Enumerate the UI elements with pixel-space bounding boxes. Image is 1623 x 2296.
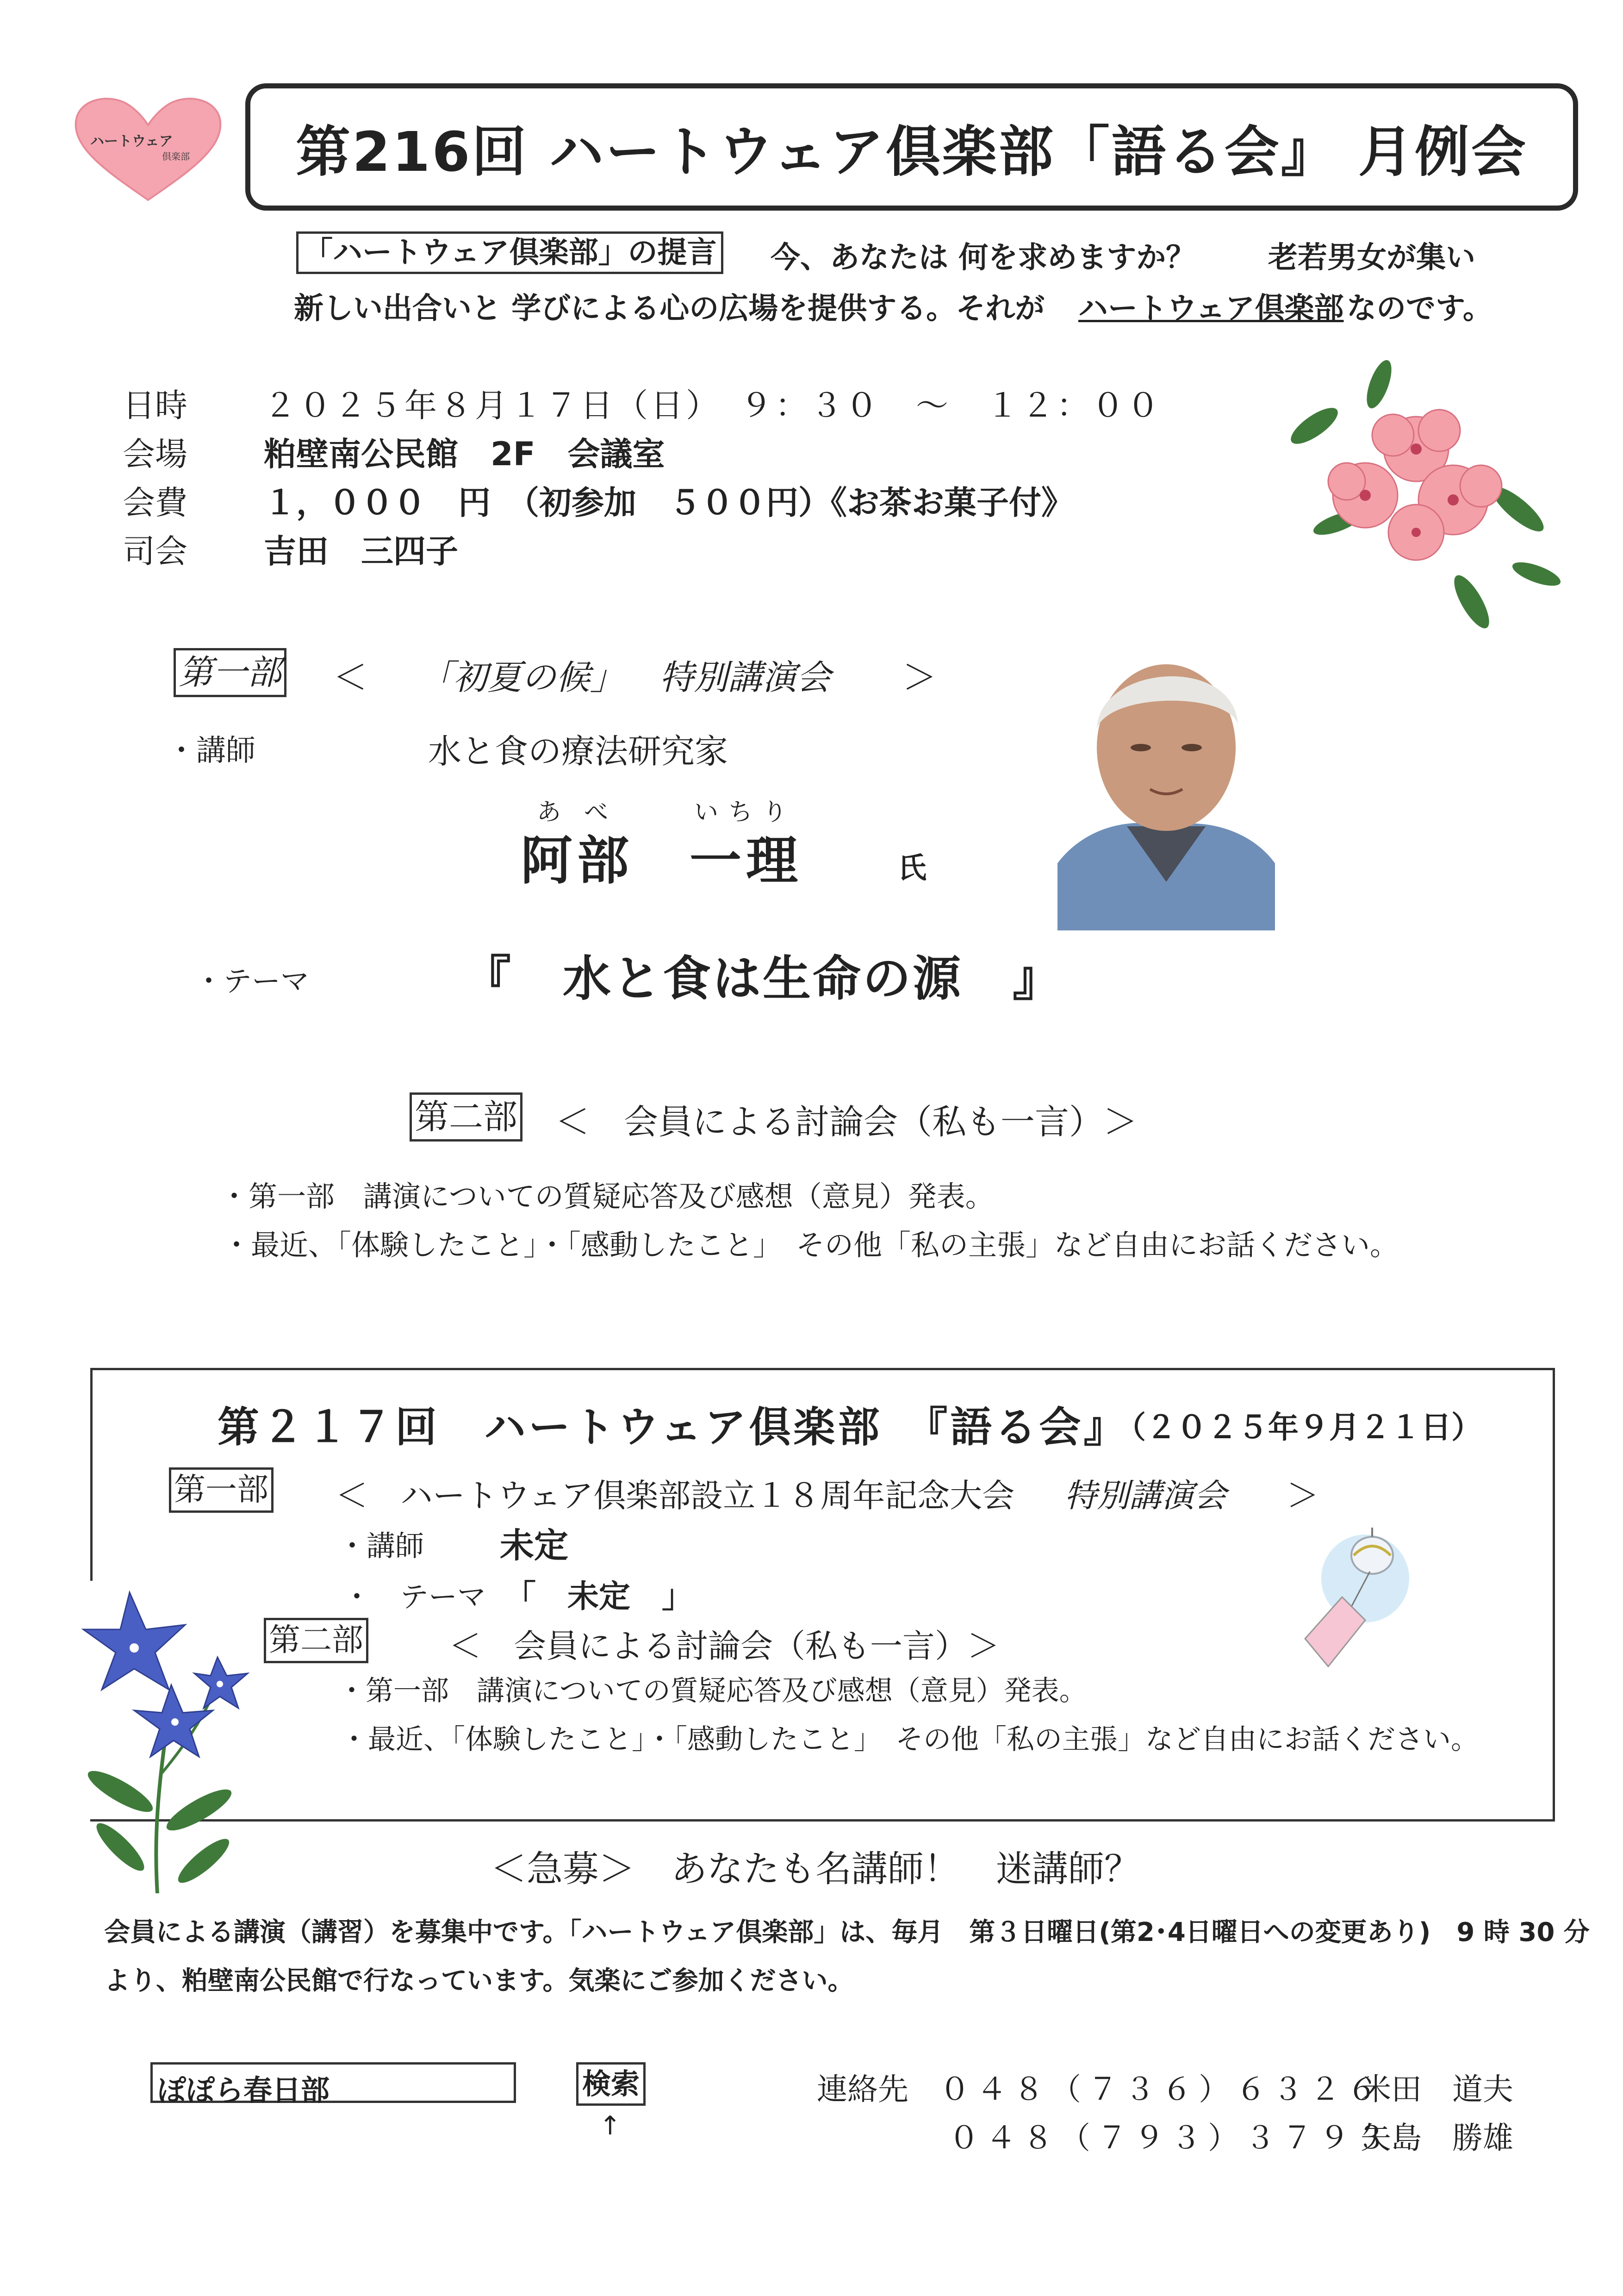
theme-label: ・テーマ [194,964,310,998]
part2-label: 第二部 [410,1092,522,1142]
search-input[interactable]: ぽぽら春日部 [150,2062,516,2103]
fee-label: 会費 [123,484,187,522]
date-label: 日時 [123,387,187,424]
page-title: 第216回 ハートウェア倶楽部「語る会』 月例会 [296,119,1528,184]
fee-value: １，０００ 円 （初参加 ５００円）《お茶お菓子付》 [264,484,1074,522]
recruit-line1: 会員による講演（講習）を募集中です。「ハートウェア倶楽部」は、毎月 第３日曜日(第2･4日曜日への変更あり) 9 時 30 分 [104,1917,1590,1947]
theme-title: 『 水と食は生命の源 』 [463,950,1063,1007]
proposal-question: 今、あなたは 何を求めますか？ [771,241,1196,275]
next-part2-bullet-qa: ・第一部 講演についての質疑応答及び感想（意見）発表。 [338,1675,1087,1707]
proposal-line2-start: 新しい出合いと 学びによる心の広場を提供する。それが [294,292,1045,326]
wind-chime-illustration [1291,1528,1425,1676]
next-meeting-title: 第２１７回 ハートウェア倶楽部 『語る会』 [218,1403,1128,1452]
proposal-people: 老若男女が集い [1268,241,1475,275]
part1-label: 第一部 [174,648,286,697]
logo-subtext: 倶楽部 [162,151,190,162]
part1-open-bracket: ＜ [333,658,367,698]
contact-person-1: 米田 道夫 [1361,2071,1513,2107]
part2-title: ＜ 会員による討論会（私も一言）＞ [555,1102,1138,1142]
lecturer-label: ・講師 [167,734,255,768]
next-lecturer-value: 未定 [500,1526,568,1566]
recruit-title: ＜急募＞ あなたも名講師！ 迷講師？ [491,1848,1141,1890]
part1-lecture-title: 特別講演会 [659,658,831,698]
recruit-line2: より、粕壁南公民館で行なっています。気楽にご参加ください。 [104,1966,854,1996]
part2-bullet-qa: ・第一部 講演についての質疑応答及び感想（意見）発表。 [220,1179,994,1213]
next-meeting-date: （２０２５年９月２１日） [1115,1410,1482,1445]
title-frame [245,83,1578,211]
contact-label: 連絡先 [817,2071,908,2107]
proposal-club-name: ハートウェア倶楽部 [1078,292,1344,326]
lecturer-portrait [1057,623,1275,930]
lecturer-honorific: 氏 [898,851,927,885]
proposal-line2-end: なのです。 [1347,292,1492,326]
part1-season-title: 「初夏の候」 [419,658,624,698]
next-part2-title: ＜ 会員による討論会（私も一言）＞ [449,1627,1000,1665]
next-part2-label: 第二部 [264,1618,368,1663]
lecturer-given-name: 一理 [690,831,802,891]
proposal-label: 「ハートウェア倶楽部」の提言 [296,231,723,274]
venue-value: 粕壁南公民館 2F 会議室 [264,435,665,473]
search-button[interactable]: 検索 [576,2062,646,2106]
azalea-flower-illustration [1277,356,1564,643]
contact-phone-2: ０４８（７９３）３７９３ [949,2120,1393,2156]
next-theme-label: ・ テーマ [342,1580,486,1614]
lecturer-ruby-surname: あべ [537,799,632,826]
lecturer-ruby-given: いちり [694,799,797,826]
date-value: ２０２５年８月１７日（日） ９：３０ ～ １２：００ [264,387,1162,424]
next-part1-open-bracket: ＜ [336,1477,368,1515]
venue-label: 会場 [123,435,187,473]
contact-phone-1: ０４８（７３６）６３２６ [939,2071,1384,2107]
bellflower-illustration [65,1578,259,1893]
next-part1-label: 第一部 [169,1467,274,1513]
lecturer-surname: 阿部 [521,831,634,891]
contact-person-2: 矢島 勝雄 [1361,2120,1513,2156]
arrow-up-icon: ↑ [599,2111,621,2141]
lecturer-title: 水と食の療法研究家 [428,732,728,771]
next-part1-special-lecture: 特別講演会 [1064,1477,1226,1515]
next-lecturer-label: ・講師 [338,1529,424,1563]
logo-text: ハートウェア [90,133,173,150]
next-part1-title: ハートウェア倶楽部設立１８周年記念大会 [400,1477,1015,1515]
host-label: 司会 [123,532,187,570]
host-value: 吉田 三四子 [264,532,458,570]
next-part1-close-bracket: ＞ [1287,1477,1319,1515]
part1-close-bracket: ＞ [902,658,937,698]
part2-bullet-free-talk: ・最近、「体験したこと」・「感動したこと」 その他「私の主張」など自由にお話ください。 [222,1228,1399,1262]
next-theme-value: 「 未定 」 [504,1578,694,1615]
next-part2-bullet-free-talk: ・最近、「体験したこと」・「感動したこと」 その他「私の主張」など自由にお話ください。 [340,1723,1479,1756]
next-meeting-box-left-edge [90,1368,93,1581]
club-logo-heart [69,93,227,204]
